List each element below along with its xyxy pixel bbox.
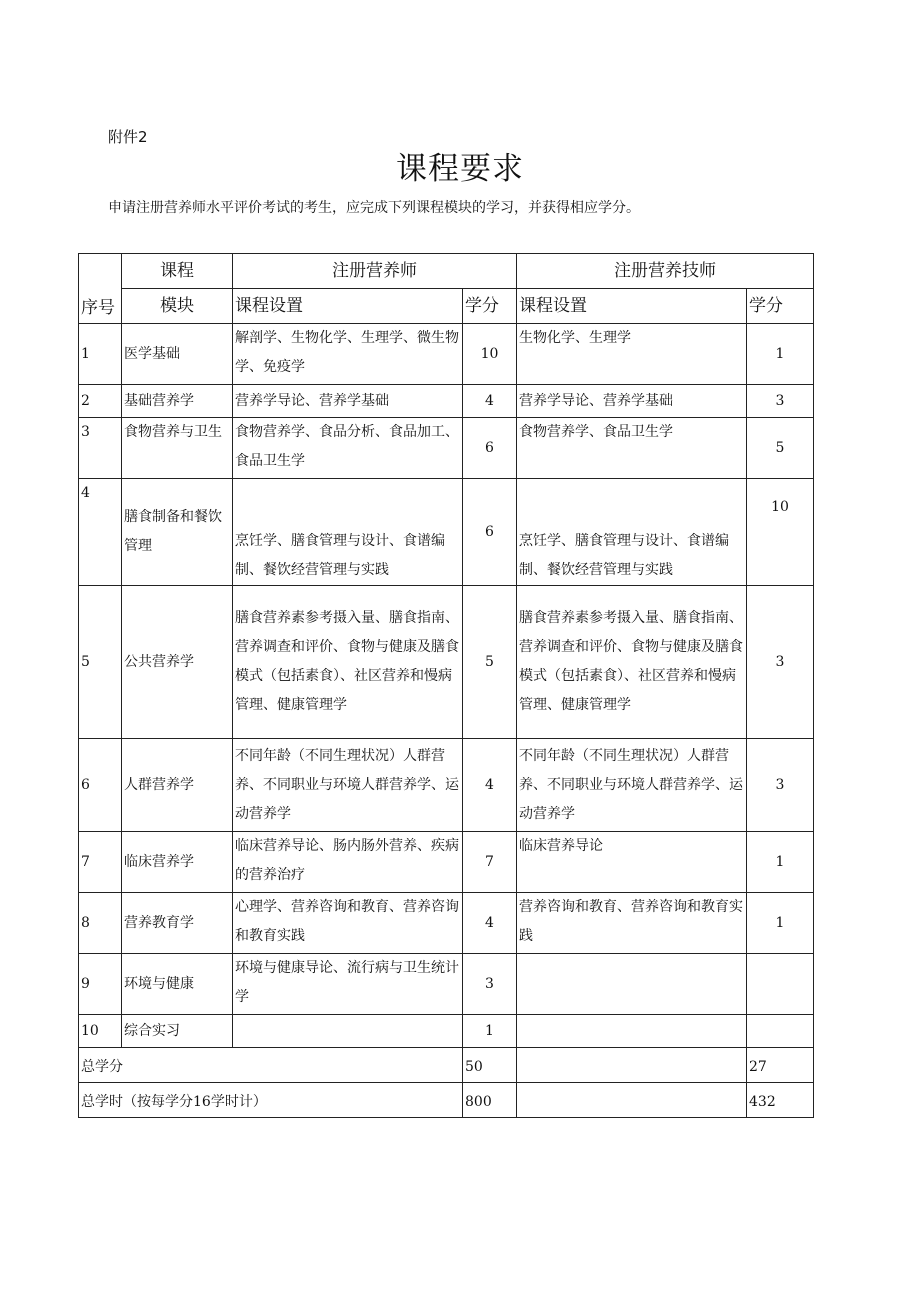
row-module: 营养教育学 <box>122 893 233 954</box>
row-b-credit: 10 <box>747 479 814 586</box>
total-hours-b: 432 <box>747 1083 814 1118</box>
row-a-credit: 4 <box>463 739 517 832</box>
row-b-course: 生物化学、生理学 <box>517 324 747 385</box>
row-a-course: 食物营养学、食品分析、食品加工、食品卫生学 <box>233 418 463 479</box>
row-no: 2 <box>79 385 122 418</box>
row-a-credit: 1 <box>463 1015 517 1048</box>
total-credit-a: 50 <box>463 1048 517 1083</box>
header-module-line1: 课程 <box>122 254 233 289</box>
row-a-course: 烹饪学、膳食管理与设计、食谱编制、餐饮经营管理与实践 <box>233 479 463 586</box>
row-b-credit: 3 <box>747 385 814 418</box>
row-no: 9 <box>79 954 122 1015</box>
table-row <box>79 954 814 1015</box>
row-a-course: 营养学导论、营养学基础 <box>233 385 463 418</box>
row-a-credit: 4 <box>463 385 517 418</box>
table-row <box>79 479 814 586</box>
row-module: 人群营养学 <box>122 739 233 832</box>
course-table <box>78 253 814 1118</box>
row-no: 5 <box>79 586 122 739</box>
table-row <box>79 1015 814 1048</box>
header-b-course: 课程设置 <box>517 289 747 324</box>
row-b-course: 临床营养导论 <box>517 832 747 893</box>
row-module: 基础营养学 <box>122 385 233 418</box>
header-dietitian: 注册营养师 <box>233 254 517 289</box>
row-no: 3 <box>79 418 122 479</box>
row-a-course: 环境与健康导论、流行病与卫生统计学 <box>233 954 463 1015</box>
row-b-course: 膳食营养素参考摄入量、膳食指南、营养调查和评价、食物与健康及膳食模式（包括素食）、社区营养和慢病管理、健康管理学 <box>517 586 747 739</box>
row-module: 医学基础 <box>122 324 233 385</box>
row-a-credit: 10 <box>463 324 517 385</box>
row-module: 膳食制备和餐饮管理 <box>122 479 233 586</box>
table-row <box>79 586 814 739</box>
total-credit-label: 总学分 <box>79 1048 463 1083</box>
row-module: 环境与健康 <box>122 954 233 1015</box>
page-title: 课程要求 <box>396 151 524 187</box>
row-module: 临床营养学 <box>122 832 233 893</box>
row-b-course <box>517 1015 747 1048</box>
row-b-credit: 1 <box>747 324 814 385</box>
total-hours-a: 800 <box>463 1083 517 1118</box>
table-row <box>79 385 814 418</box>
row-module: 综合实习 <box>122 1015 233 1048</box>
row-b-course: 食物营养学、食品卫生学 <box>517 418 747 479</box>
row-a-credit: 6 <box>463 479 517 586</box>
attachment-label: 附件2 <box>108 128 148 146</box>
total-credit-b: 27 <box>747 1048 814 1083</box>
header-a-course: 课程设置 <box>233 289 463 324</box>
row-b-course: 不同年龄（不同生理状况）人群营养、不同职业与环境人群营养学、运动营养学 <box>517 739 747 832</box>
table-row <box>79 418 814 479</box>
row-a-credit: 6 <box>463 418 517 479</box>
row-b-credit: 1 <box>747 893 814 954</box>
row-module: 食物营养与卫生 <box>122 418 233 479</box>
row-a-credit: 7 <box>463 832 517 893</box>
row-no: 8 <box>79 893 122 954</box>
row-b-course: 营养咨询和教育、营养咨询和教育实践 <box>517 893 747 954</box>
row-b-course <box>517 954 747 1015</box>
row-no: 1 <box>79 324 122 385</box>
row-a-course: 临床营养导论、肠内肠外营养、疾病的营养治疗 <box>233 832 463 893</box>
header-no: 序号 <box>79 254 122 324</box>
row-a-course: 不同年龄（不同生理状况）人群营养、不同职业与环境人群营养学、运动营养学 <box>233 739 463 832</box>
header-a-credit: 学分 <box>463 289 517 324</box>
row-a-course <box>233 1015 463 1048</box>
row-b-credit: 5 <box>747 418 814 479</box>
row-b-course: 烹饪学、膳食管理与设计、食谱编制、餐饮经营管理与实践 <box>517 479 747 586</box>
total-hours-label: 总学时（按每学分16学时计） <box>79 1083 463 1118</box>
row-b-credit: 3 <box>747 586 814 739</box>
row-b-credit: 3 <box>747 739 814 832</box>
header-b-credit: 学分 <box>747 289 814 324</box>
row-b-credit <box>747 1015 814 1048</box>
row-a-course: 解剖学、生物化学、生理学、微生物学、免疫学 <box>233 324 463 385</box>
row-b-course: 营养学导论、营养学基础 <box>517 385 747 418</box>
row-no: 10 <box>79 1015 122 1048</box>
table-row <box>79 324 814 385</box>
intro-text: 申请注册营养师水平评价考试的考生，应完成下列课程模块的学习，并获得相应学分。 <box>108 200 640 216</box>
row-module: 公共营养学 <box>122 586 233 739</box>
row-no: 7 <box>79 832 122 893</box>
total-hours-row <box>79 1083 814 1118</box>
row-no: 6 <box>79 739 122 832</box>
row-a-credit: 5 <box>463 586 517 739</box>
header-module-line2: 模块 <box>122 289 233 324</box>
row-b-credit: 1 <box>747 832 814 893</box>
table-row <box>79 832 814 893</box>
total-credit-b-empty <box>517 1048 747 1083</box>
row-a-course: 心理学、营养咨询和教育、营养咨询和教育实践 <box>233 893 463 954</box>
table-row <box>79 739 814 832</box>
row-b-credit <box>747 954 814 1015</box>
row-a-credit: 3 <box>463 954 517 1015</box>
total-credit-row <box>79 1048 814 1083</box>
row-a-credit: 4 <box>463 893 517 954</box>
total-hours-b-empty <box>517 1083 747 1118</box>
table-row <box>79 893 814 954</box>
row-a-course: 膳食营养素参考摄入量、膳食指南、营养调查和评价、食物与健康及膳食模式（包括素食）、社区营养和慢病管理、健康管理学 <box>233 586 463 739</box>
row-no: 4 <box>79 479 122 586</box>
header-dietetic-technician: 注册营养技师 <box>517 254 814 289</box>
